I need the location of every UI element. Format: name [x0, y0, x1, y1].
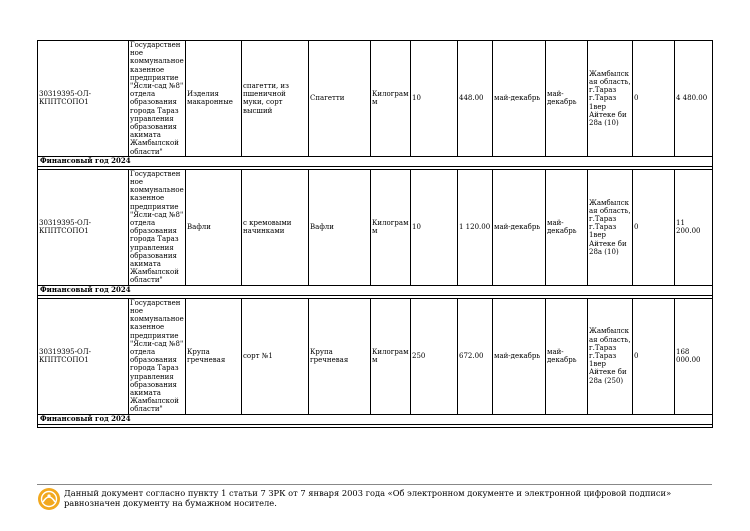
customer-cell: Государственное коммунальное казенное предприятие "Ясли-сад №8" отдела образования города Тараз управления образования акимата Жамбылской области" [130, 169, 184, 285]
customer-cell: Государственное коммунальное казенное предприятие "Ясли-сад №8" отдела образования города Тараз управления образования акимата Жамбылской области" [130, 41, 184, 156]
advance-cell: 0 [633, 169, 675, 285]
item-name-cell: Изделия макаронные [186, 41, 242, 157]
footer-divider [37, 484, 712, 485]
quantity-cell: 250 [411, 298, 458, 414]
unit-cell: Килограмм [371, 169, 411, 285]
footer [37, 487, 712, 511]
fiscal-year-row [38, 285, 713, 295]
egov-seal-icon [37, 487, 61, 511]
delivery-period-cell: май-декабрь [546, 169, 588, 285]
advance-cell: 0 [633, 41, 675, 157]
lot-code-cell: 30319395-ОЛ-КППТСОПО1 [38, 41, 129, 157]
lot-code-cell: 30319395-ОЛ-КППТСОПО1 [38, 298, 129, 414]
item-extra-cell: Спагетти [309, 41, 371, 157]
item-extra-cell: Вафли [309, 169, 371, 285]
fiscal-year-label: Финансовый год 2024 [38, 285, 713, 295]
delivery-place-cell: Жамбылская область, г.Тараз г.Тараз 1вер Айтеке би 28а (250) [588, 298, 633, 414]
item-name-cell: Крупа гречневая [186, 298, 242, 414]
table-row [38, 41, 713, 157]
table-row [38, 298, 713, 414]
item-spec-cell: с кремовыми начинками [242, 169, 309, 285]
lot-code-cell: 30319395-ОЛ-КППТСОПО1 [38, 169, 129, 285]
fiscal-year-label: Финансовый год 2024 [38, 156, 713, 166]
quantity-cell: 10 [411, 41, 458, 157]
period-cell: май-декабрь [493, 169, 546, 285]
item-spec-cell: сорт №1 [242, 298, 309, 414]
item-spec-cell: спагетти, из пшеничной муки, сорт высший [242, 41, 309, 157]
delivery-period-cell: май-декабрь [546, 41, 588, 157]
item-extra-cell: Крупа гречневая [309, 298, 371, 414]
price-cell: 672.00 [458, 298, 493, 414]
advance-cell: 0 [633, 298, 675, 414]
sum-cell: 4 480.00 [675, 41, 713, 157]
quantity-cell: 10 [411, 169, 458, 285]
fiscal-year-row [38, 414, 713, 424]
price-cell: 1 120.00 [458, 169, 493, 285]
price-cell: 448.00 [458, 41, 493, 157]
table-row [38, 169, 713, 285]
customer-cell: Государственное коммунальное казенное предприятие "Ясли-сад №8" отдела образования города Тараз управления образования акимата Жамбылской области" [130, 298, 184, 414]
fiscal-year-row [38, 156, 713, 166]
item-name-cell: Вафли [186, 169, 242, 285]
row-spacer [38, 424, 713, 427]
sum-cell: 11 200.00 [675, 169, 713, 285]
sum-cell: 168 000.00 [675, 298, 713, 414]
period-cell: май-декабрь [493, 41, 546, 157]
delivery-place-cell: Жамбылская область, г.Тараз г.Тараз 1вер Айтеке би 28а (10) [588, 169, 633, 285]
unit-cell: Килограмм [371, 298, 411, 414]
delivery-period-cell: май-декабрь [546, 298, 588, 414]
delivery-place-cell: Жамбылская область, г.Тараз г.Тараз 1вер Айтеке би 28а (10) [588, 41, 633, 157]
unit-cell: Килограмм [371, 41, 411, 157]
period-cell: май-декабрь [493, 298, 546, 414]
procurement-table [37, 40, 713, 428]
legal-notice: Данный документ согласно пункту 1 статьи 7 ЗРК от 7 января 2003 года «Об электронном документе и электронной цифровой подписи» равнозначен документу на бумажном носителе. [64, 488, 672, 508]
fiscal-year-label: Финансовый год 2024 [38, 414, 713, 424]
